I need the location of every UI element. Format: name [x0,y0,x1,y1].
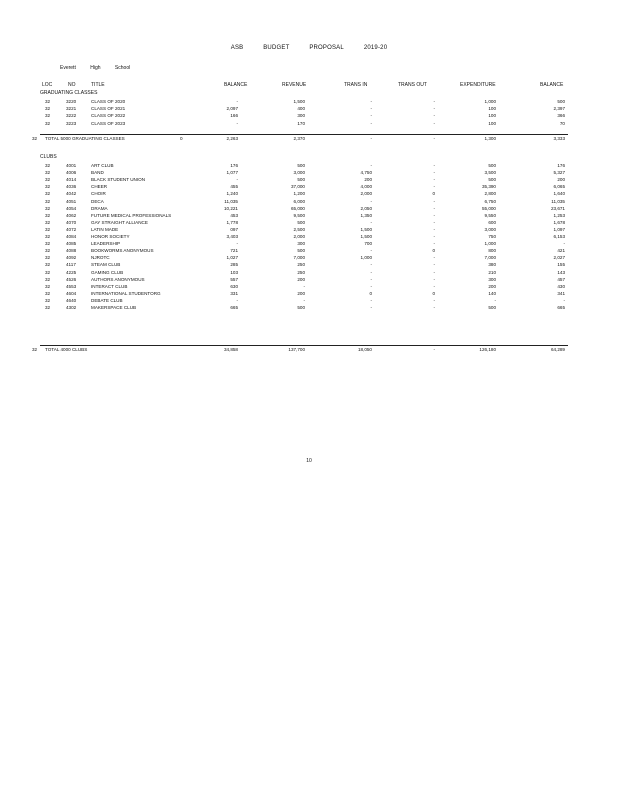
cell-trans-in: - [370,262,372,268]
cell-trans-out: - [433,283,435,289]
cell-loc: 32 [45,255,51,261]
cell-revenue: 500 [297,219,305,225]
cell-balance: - [236,120,238,126]
col-header-balance-end: BALANCE [540,82,564,88]
cell-title: DECA [91,198,104,204]
cell-balance-end: 430 [557,283,565,289]
table-row [0,240,618,247]
cell-trans-out: - [433,297,435,303]
cell-title: INTERACT CLUB [91,283,128,289]
cell-balance: 10,221 [223,205,238,211]
cell-title: GAY STRAIGHT ALLIANCE [91,219,148,225]
table-row [0,290,618,297]
section-heading-graduating: GRADUATING CLASSES [40,90,98,96]
cell-trans-out: - [433,106,435,112]
cell-balance-end: 665 [557,305,565,310]
table-row [0,212,618,219]
cell-expenditure: - [494,297,496,303]
cell-expenditure: 500 [488,177,496,183]
col-header-trans-out: TRANS OUT [398,82,427,88]
cell-no: 3221 [66,106,77,112]
cell-no: 3222 [66,113,77,119]
cell-expenditure: 750 [488,234,496,239]
total-balance: 34,858 [223,347,238,352]
cell-trans-in: 1,500 [360,234,372,239]
cell-revenue: 400 [297,106,305,112]
cell-title: HONOR SOCIETY [91,234,130,239]
cell-balance-end: 5,327 [553,170,565,176]
cell-expenditure: 380 [488,262,496,268]
cell-no: 4051 [66,198,77,204]
cell-revenue: 6,000 [293,198,305,204]
cell-trans-out: 0 [432,248,435,254]
cell-revenue: 250 [297,269,305,275]
table-row [0,205,618,212]
cell-expenditure: 800 [488,248,496,254]
table-row [0,297,618,304]
cell-loc: 32 [45,163,51,168]
cell-trans-in: 0 [369,290,372,296]
cell-expenditure: 9,550 [484,212,496,218]
cell-balance: - [236,99,238,104]
cell-trans-in: 1,000 [360,255,372,261]
cell-trans-out: - [433,113,435,119]
cell-balance: 1,077 [226,170,238,176]
cell-revenue: 1,200 [293,191,305,197]
cell-title: CLASS OF 2022 [91,113,126,119]
cell-trans-out: - [433,163,435,168]
table-row [0,219,618,226]
cell-no: 4553 [66,283,77,289]
total-label: TOTAL 5000 GRADUATING CLASSES [45,136,125,141]
cell-loc: 32 [45,297,51,303]
cell-no: 4006 [66,170,77,176]
cell-trans-out: - [433,241,435,247]
cell-trans-out: - [433,170,435,176]
cell-expenditure: 600 [488,219,496,225]
total-balance-end: 3,333 [553,136,565,141]
cell-balance: 285 [230,262,238,268]
cell-no: 4640 [66,297,77,303]
school-word: School [114,65,131,71]
cell-balance: 1,778 [226,219,238,225]
cell-balance-end: 6,065 [553,184,565,190]
cell-expenditure: 6,750 [484,198,496,204]
cell-balance: 1,027 [226,255,238,261]
cell-trans-out: - [433,177,435,183]
cell-loc: 32 [45,205,51,211]
cell-no: 3220 [66,99,77,104]
table-row [0,233,618,240]
cell-expenditure: 3,500 [484,170,496,176]
cell-balance-end: 457 [557,276,565,282]
col-header-no: NO [68,82,76,88]
total-marker: 0 [180,136,183,141]
cell-expenditure: 100 [488,113,496,119]
cell-loc: 32 [45,241,51,247]
cell-trans-out: - [433,255,435,261]
cell-revenue: 300 [297,241,305,247]
cell-balance: 097 [230,226,238,232]
col-header-expenditure: EXPENDITURE [460,82,496,88]
cell-trans-out: - [433,305,435,310]
cell-expenditure: 1,000 [484,99,496,104]
cell-loc: 32 [45,191,51,197]
cell-loc: 32 [45,248,51,254]
cell-trans-out: 0 [432,290,435,296]
cell-loc: 32 [45,198,51,204]
cell-trans-in: 1,350 [360,212,372,218]
cell-expenditure: 7,000 [484,255,496,261]
cell-title: ART CLUB [91,163,114,168]
cell-trans-in: 4,000 [360,184,372,190]
cell-balance: - [236,241,238,247]
cell-expenditure: 3,000 [484,226,496,232]
cell-loc: 32 [45,106,51,112]
cell-trans-in: - [370,297,372,303]
cell-balance-end: 500 [557,99,565,104]
cell-expenditure: 35,390 [481,184,496,190]
cell-revenue: 1,500 [293,99,305,104]
cell-revenue: 170 [297,120,305,126]
cell-balance: 630 [230,283,238,289]
table-row [0,261,618,268]
cell-no: 4084 [66,234,77,239]
cell-expenditure: 210 [488,269,496,275]
cell-loc: 32 [45,226,51,232]
cell-no: 4014 [66,177,77,183]
cell-trans-out: - [433,262,435,268]
cell-revenue: 500 [297,305,305,310]
cell-revenue: 9,500 [293,212,305,218]
cell-balance: 453 [230,212,238,218]
table-row [0,254,618,261]
title-word: ASB [230,45,244,51]
cell-balance: 103 [230,269,238,275]
cell-title: DEBATE CLUB [91,297,123,303]
cell-balance: - [236,177,238,183]
table-row [0,98,618,105]
cell-trans-in: - [370,283,372,289]
cell-loc: 32 [45,170,51,176]
cell-trans-in: - [370,276,372,282]
cell-expenditure: 200 [488,283,496,289]
cell-balance: 721 [230,248,238,254]
total-loc: 32 [32,347,38,352]
cell-loc: 32 [45,262,51,268]
cell-title: CHOIR [91,191,106,197]
cell-trans-out: - [433,219,435,225]
cell-balance-end: 1,253 [553,212,565,218]
cell-loc: 32 [45,184,51,190]
cell-balance-end: 2,027 [553,255,565,261]
cell-title: CLASS OF 2020 [91,99,126,104]
title-word: PROPOSAL [309,45,344,51]
cell-no: 4117 [66,262,76,268]
cell-trans-in: - [370,113,372,119]
school-word: High [90,65,101,71]
cell-no: 4085 [66,241,77,247]
cell-balance-end: - [563,297,565,303]
cell-balance-end: 176 [557,163,565,168]
cell-trans-out: - [433,226,435,232]
cell-loc: 32 [45,234,51,239]
title-word: 2019-20 [363,45,388,51]
cell-no: 3223 [66,120,77,126]
table-row [0,247,618,254]
cell-expenditure: 500 [488,305,496,310]
table-row [0,198,618,205]
cell-trans-out: - [433,205,435,211]
cell-title: AUTHORS ANONYMOUS [91,276,145,282]
cell-revenue: 7,000 [293,255,305,261]
cell-title: FUTURE MEDICAL PROFESSIONALS [91,212,172,218]
table-row [0,112,618,119]
cell-trans-out: - [433,269,435,275]
table-row [0,183,618,190]
cell-balance-end: 155 [557,262,565,268]
total-trans-out: - [433,347,435,352]
cell-title: MAKERSPACE CLUB [91,305,137,310]
cell-expenditure: 100 [488,120,496,126]
cell-balance-end: 70 [559,120,565,126]
cell-trans-out: - [433,120,435,126]
total-loc: 32 [32,136,38,141]
school-word: Everett [60,65,76,71]
cell-loc: 32 [45,276,51,282]
cell-balance: 1,240 [226,191,238,197]
cell-expenditure: 1,000 [484,241,496,247]
total-trans-out: - [433,136,435,141]
cell-title: CHEER [91,184,108,190]
cell-loc: 32 [45,99,51,104]
cell-title: LEADERSHIP [91,241,121,247]
cell-loc: 32 [45,212,51,218]
cell-expenditure: 2,800 [484,191,496,197]
cell-title: GAMING CLUB [91,269,124,275]
cell-trans-out: 0 [432,191,435,197]
cell-balance: 176 [230,163,238,168]
cell-balance: 455 [230,184,238,190]
cell-loc: 32 [45,269,51,275]
cell-trans-in: - [370,163,372,168]
cell-revenue: 500 [297,163,305,168]
cell-revenue: 200 [297,290,305,296]
col-header-trans-in: TRANS IN [344,82,368,88]
cell-trans-in: - [370,120,372,126]
cell-trans-out: - [433,184,435,190]
cell-trans-in: 2,000 [360,191,372,197]
cell-expenditure: 500 [488,163,496,168]
cell-balance-end: - [563,241,565,247]
cell-balance-end: 6,153 [553,234,565,239]
cell-no: 4062 [66,212,77,218]
cell-expenditure: 140 [488,290,496,296]
cell-trans-out: - [433,198,435,204]
cell-revenue: - [303,297,305,303]
cell-title: STEAM CLUB [91,262,121,268]
cell-balance: 11,035 [224,198,238,204]
page-title [0,45,618,51]
total-label: TOTAL 4000 CLUBS [45,347,88,352]
cell-balance: 331 [230,290,238,296]
total-trans-in: 18,050 [357,347,372,352]
cell-trans-in: - [370,99,372,104]
cell-title: DRAMA [91,205,108,211]
cell-trans-out: - [433,276,435,282]
col-header-balance: BALANCE [224,82,248,88]
cell-no: 4070 [66,219,77,225]
table-row [0,120,618,127]
col-header-revenue: REVENUE [282,82,307,88]
cell-balance-end: 2,397 [553,106,565,112]
total-revenue: 2,370 [293,136,305,141]
total-row-graduating [0,135,618,142]
cell-title: BAND [91,170,104,176]
col-header-loc: LOC [42,82,53,88]
cell-title: CLASS OF 2021 [91,106,126,112]
cell-no: 4001 [66,163,77,168]
cell-loc: 32 [45,113,51,119]
cell-expenditure: 300 [488,276,496,282]
cell-trans-in: 2,050 [360,205,372,211]
cell-balance-end: 23,671 [550,205,565,211]
table-row [0,269,618,276]
table-row [0,304,618,311]
cell-title: INTERNATIONAL STUDENTORG [91,290,161,296]
cell-no: 4054 [66,205,77,211]
cell-revenue: 2,000 [293,234,305,239]
table-row [0,169,618,176]
table-row [0,276,618,283]
cell-loc: 32 [45,283,51,289]
total-balance: 2,263 [226,136,238,141]
cell-title: BLACK STUDENT UNION [91,177,146,183]
cell-balance-end: 1,097 [553,226,565,232]
cell-no: 4088 [66,248,77,254]
cell-balance: 2,097 [226,106,238,112]
table-row [0,176,618,183]
cell-revenue: 200 [297,276,305,282]
cell-loc: 32 [45,177,51,183]
cell-balance-end: 143 [557,269,565,275]
cell-loc: 32 [45,305,51,310]
total-revenue: 137,700 [288,347,305,352]
cell-trans-in: - [370,248,372,254]
cell-trans-in: - [370,305,372,310]
cell-title: NJROTC [91,255,110,261]
cell-trans-in: 1,500 [360,226,372,232]
cell-balance: 166 [230,113,238,119]
cell-expenditure: 100 [488,106,496,112]
cell-revenue: 300 [297,113,305,119]
cell-trans-out: - [433,212,435,218]
school-name [60,65,143,71]
cell-balance-end: 1,640 [553,191,565,197]
cell-trans-in: - [370,198,372,204]
cell-balance-end: 11,035 [551,198,565,204]
cell-no: 4092 [66,255,77,261]
cell-balance: 557 [230,276,238,282]
cell-expenditure: 55,000 [481,205,496,211]
cell-trans-in: 4,750 [360,170,372,176]
table-row [0,283,618,290]
cell-revenue: 37,000 [290,184,305,190]
cell-trans-out: - [433,234,435,239]
cell-balance: 3,403 [226,234,238,239]
title-word: BUDGET [263,45,290,51]
cell-title: BOOKWORMS ANONYMOUS [91,248,154,254]
cell-title: CLASS OF 2023 [91,120,126,126]
cell-no: 4225 [66,269,77,275]
cell-no: 4042 [66,191,77,197]
cell-trans-in: - [370,269,372,275]
cell-balance-end: 200 [557,177,565,183]
cell-revenue: 250 [297,262,305,268]
total-balance-end: 64,289 [550,347,565,352]
cell-trans-in: 200 [364,177,372,183]
cell-title: LATIN MADE [91,226,119,232]
total-expenditure: 126,180 [479,347,496,352]
table-row [0,105,618,112]
cell-no: 4604 [66,290,77,296]
cell-revenue: 2,500 [293,226,305,232]
section-heading-clubs: CLUBS [40,154,57,160]
column-header-row [0,82,618,90]
cell-trans-in: - [370,106,372,112]
cell-balance: 665 [230,305,238,310]
cell-revenue: 500 [297,177,305,183]
table-row [0,226,618,233]
total-row-clubs [0,346,618,353]
cell-revenue: 3,000 [293,170,305,176]
cell-trans-in: - [370,219,372,225]
cell-loc: 32 [45,120,51,126]
cell-no: 4526 [66,276,77,282]
page-number: 10 [306,458,312,464]
cell-balance-end: 366 [557,113,565,119]
cell-no: 4302 [66,305,77,310]
cell-balance: - [236,297,238,303]
cell-revenue: - [303,283,305,289]
cell-trans-out: - [433,99,435,104]
table-row [0,190,618,197]
cell-balance-end: 1,678 [553,219,565,225]
total-trans-in: - [370,136,372,141]
cell-balance-end: 341 [557,290,565,296]
col-header-title: TITLE [91,82,105,88]
cell-revenue: 500 [297,248,305,254]
table-row [0,162,618,169]
cell-loc: 32 [45,290,51,296]
cell-no: 4036 [66,184,77,190]
cell-no: 4072 [66,226,77,232]
cell-loc: 32 [45,219,51,225]
total-expenditure: 1,300 [484,136,496,141]
cell-balance-end: 421 [557,248,565,254]
cell-trans-in: 700 [364,241,372,247]
cell-revenue: 65,000 [290,205,305,211]
